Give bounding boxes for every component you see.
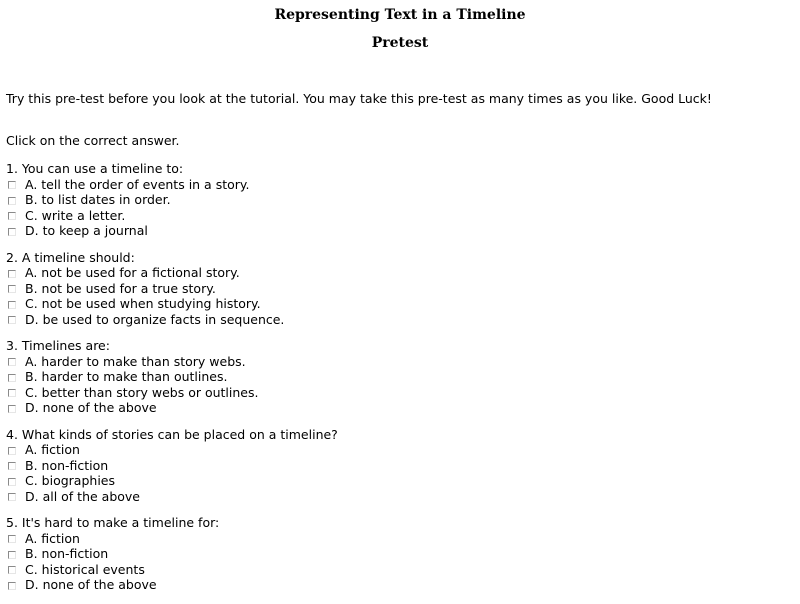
- answer-option-5c[interactable]: [6, 562, 786, 578]
- question-text: 2. A timeline should:: [6, 249, 135, 265]
- answer-option-3a[interactable]: [6, 354, 786, 370]
- option-label: D. be used to organize facts in sequence.: [25, 311, 285, 327]
- answer-option-2c[interactable]: [6, 296, 786, 312]
- question-5: [6, 515, 786, 593]
- answer-option-1c[interactable]: [6, 208, 786, 224]
- option-label: B. not be used for a true story.: [25, 280, 216, 296]
- instruction-text: Click on the correct answer.: [6, 133, 180, 148]
- option-label: D. none of the above: [25, 577, 157, 592]
- radio-button[interactable]: [8, 478, 16, 486]
- radio-button[interactable]: [8, 285, 16, 293]
- answer-option-3c[interactable]: [6, 385, 786, 401]
- answer-option-4d[interactable]: [6, 489, 786, 505]
- radio-button[interactable]: [8, 566, 16, 574]
- option-label: A. not be used for a fictional story.: [25, 265, 240, 280]
- radio-button[interactable]: [8, 535, 16, 543]
- radio-button[interactable]: [8, 447, 16, 455]
- question-text: 4. What kinds of stories can be placed on a timeline?: [6, 426, 338, 442]
- option-label: B. non-fiction: [25, 546, 109, 561]
- answer-option-2b[interactable]: [6, 281, 786, 297]
- radio-button[interactable]: [8, 405, 16, 413]
- option-label: A. tell the order of events in a story.: [25, 176, 250, 192]
- option-label: C. not be used when studying history.: [25, 296, 261, 311]
- question-1: [6, 161, 786, 239]
- question-4: [6, 427, 786, 505]
- radio-button[interactable]: [8, 582, 16, 590]
- option-label: D. none of the above: [25, 400, 157, 415]
- page-title: Representing Text in a Timeline: [274, 7, 526, 23]
- radio-button[interactable]: [8, 358, 16, 366]
- intro-text: Try this pre-test before you look at the tutorial. You may take this pre-test as many times as you like. Good Luck!: [6, 91, 712, 106]
- option-label: B. non-fiction: [25, 457, 109, 473]
- radio-button[interactable]: [8, 551, 16, 559]
- question-list: [6, 161, 786, 604]
- page-subtitle: Pretest: [371, 35, 429, 51]
- option-label: C. historical events: [25, 561, 145, 577]
- radio-button[interactable]: [8, 197, 16, 205]
- radio-button[interactable]: [8, 270, 16, 278]
- question-text: 1. You can use a timeline to:: [6, 161, 184, 176]
- answer-option-5a[interactable]: [6, 531, 786, 547]
- option-label: D. to keep a journal: [25, 223, 148, 238]
- question-text: 5. It's hard to make a timeline for:: [6, 515, 220, 530]
- option-label: C. better than story webs or outlines.: [25, 384, 259, 400]
- answer-option-4c[interactable]: [6, 473, 786, 489]
- answer-option-2d[interactable]: [6, 312, 786, 328]
- answer-option-1d[interactable]: [6, 223, 786, 239]
- answer-option-1a[interactable]: [6, 177, 786, 193]
- question-text: 3. Timelines are:: [6, 338, 110, 353]
- radio-button[interactable]: [8, 228, 16, 236]
- option-label: C. biographies: [25, 473, 115, 488]
- radio-button[interactable]: [8, 212, 16, 220]
- answer-option-4a[interactable]: [6, 442, 786, 458]
- option-label: A. fiction: [25, 442, 80, 457]
- radio-button[interactable]: [8, 301, 16, 309]
- radio-button[interactable]: [8, 374, 16, 382]
- option-label: A. fiction: [25, 530, 80, 546]
- answer-option-5d[interactable]: [6, 577, 786, 593]
- option-label: A. harder to make than story webs.: [25, 353, 246, 369]
- option-label: D. all of the above: [25, 488, 140, 504]
- question-2: [6, 250, 786, 328]
- answer-option-3b[interactable]: [6, 369, 786, 385]
- answer-option-1b[interactable]: [6, 192, 786, 208]
- radio-button[interactable]: [8, 181, 16, 189]
- answer-option-2a[interactable]: [6, 265, 786, 281]
- radio-button[interactable]: [8, 316, 16, 324]
- radio-button[interactable]: [8, 389, 16, 397]
- answer-option-3d[interactable]: [6, 400, 786, 416]
- answer-option-4b[interactable]: [6, 458, 786, 474]
- option-label: C. write a letter.: [25, 207, 126, 223]
- radio-button[interactable]: [8, 462, 16, 470]
- answer-option-5b[interactable]: [6, 546, 786, 562]
- option-label: B. harder to make than outlines.: [25, 369, 228, 384]
- question-3: [6, 338, 786, 416]
- radio-button[interactable]: [8, 493, 16, 501]
- option-label: B. to list dates in order.: [25, 192, 171, 207]
